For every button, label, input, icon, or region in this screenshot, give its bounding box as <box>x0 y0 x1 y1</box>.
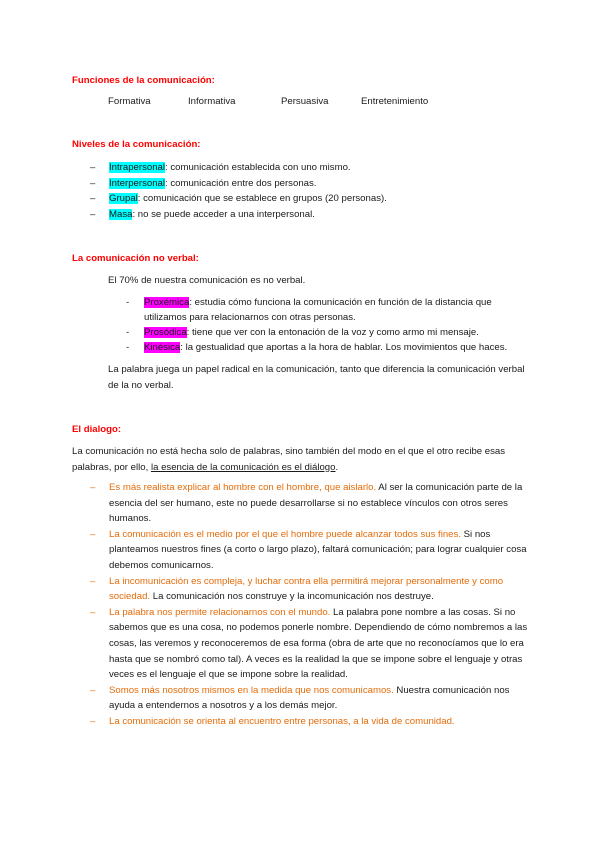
no-verbal-heading: La comunicación no verbal: <box>72 253 199 264</box>
item-text: La comunicación nos construye y la incomunicación nos destruye. <box>150 591 434 603</box>
orange-statement: La comunicación se orienta al encuentro entre personas, a la vida de comunidad. <box>109 715 455 727</box>
list-item <box>90 683 528 714</box>
niveles-heading: Niveles de la comunicación: <box>72 139 201 150</box>
list-item <box>90 480 528 527</box>
funcion-item: Formativa <box>108 96 151 107</box>
no-verbal-intro: El 70% de nuestra comunicación es no verbal. <box>108 275 306 286</box>
highlighted-term: Kinésica <box>144 342 181 353</box>
item-text: : comunicación entre dos personas. <box>165 177 317 189</box>
list-item <box>90 207 530 223</box>
item-text: : estudia cómo funciona la comunicación en función de la distancia que utilizamos para relacionarnos con otras personas. <box>144 297 492 323</box>
list-item <box>90 574 528 605</box>
item-text: Nuestra comunicación nos ayuda a entendernos a nosotros y a los demás mejor. <box>109 684 510 712</box>
item-text: : comunicación establecida con uno mismo. <box>165 162 351 173</box>
orange-statement: Es más realista explicar al hombre con el hombre, que aislarlo. <box>109 482 377 493</box>
highlighted-term: Intrapersonal <box>109 162 165 173</box>
orange-statement: La palabra nos permite relacionarnos con el mundo. <box>109 606 331 618</box>
intro-underlined: la esencia de la comunicación es el diálogo <box>150 461 336 473</box>
highlighted-term: Grupal <box>109 193 138 204</box>
dialogo-list <box>90 480 528 730</box>
list-item <box>90 160 530 176</box>
item-text: Si nos planteamos nuestros fines (a corto o largo plazo), faltará comunicación; para lograr cualquier cosa debemos comunicarnos. <box>109 528 527 571</box>
item-text: : la gestualidad que aportas a la hora de hablar. Los movimientos que haces. <box>180 342 508 353</box>
item-text: La palabra pone nombre a las cosas. Si no sabemos que es una cosa, no podemos ponerle nombre. Dependiendo de cómo nombremos a las cosas, las veremos y reconoceremos de esa forma (obra de arte que no reconocíamos que lo era hasta que se nombró como tal). A veces es la realidad la que se impone sobre el lenguaje y otras veces es el lenguaje el que se impone sobre la realidad. <box>109 606 528 681</box>
list-item <box>126 325 526 340</box>
item-text: : no se puede acceder a una interpersonal. <box>132 208 315 220</box>
orange-statement: Somos más nosotros mismos en la medida que nos comunicamos. <box>109 684 394 696</box>
funciones-list <box>0 96 599 110</box>
item-text: : comunicación que se establece en grupos (20 personas). <box>137 193 387 204</box>
list-item <box>90 176 530 192</box>
dialogo-intro <box>72 444 530 475</box>
dialogo-heading: El dialogo: <box>72 424 122 435</box>
item-text: : tiene que ver con la entonación de la voz y como armo mi mensaje. <box>186 327 479 338</box>
no-verbal-list <box>126 295 526 355</box>
highlighted-term: Prosódica <box>144 327 187 338</box>
list-item <box>90 527 528 574</box>
list-item <box>126 295 526 325</box>
intro-text: La comunicación no está hecha solo de palabras, sino también del modo en el que el otro recibe esas palabras, por ello, <box>72 446 506 473</box>
funcion-item: Informativa <box>188 96 236 107</box>
list-item <box>126 340 526 355</box>
funcion-item: Persuasiva <box>281 96 329 107</box>
list-item <box>90 605 528 683</box>
funciones-heading: Funciones de la comunicación: <box>72 75 215 86</box>
list-item <box>90 714 528 730</box>
list-item <box>90 191 530 207</box>
no-verbal-closing: La palabra juega un papel radical en la comunicación, tanto que diferencia la comunicación verbal de la no verbal. <box>108 364 525 391</box>
funcion-item: Entretenimiento <box>361 96 429 107</box>
highlighted-term: Interpersonal <box>109 177 165 189</box>
orange-statement: La comunicación es el medio por el que el hombre puede alcanzar todos sus fines. <box>109 528 461 540</box>
highlighted-term: Proxémica <box>144 297 190 308</box>
orange-statement: La incomunicación es compleja, y luchar contra ella permitirá mejorar personalmente y como sociedad. <box>109 575 504 603</box>
item-text: Al ser la comunicación parte de la esencia del ser humano, este no puede desarrollarse si no establece vínculos con otros seres humanos. <box>109 482 523 525</box>
niveles-list <box>90 160 530 222</box>
intro-end: . <box>335 461 339 473</box>
highlighted-term: Masa <box>109 208 133 220</box>
